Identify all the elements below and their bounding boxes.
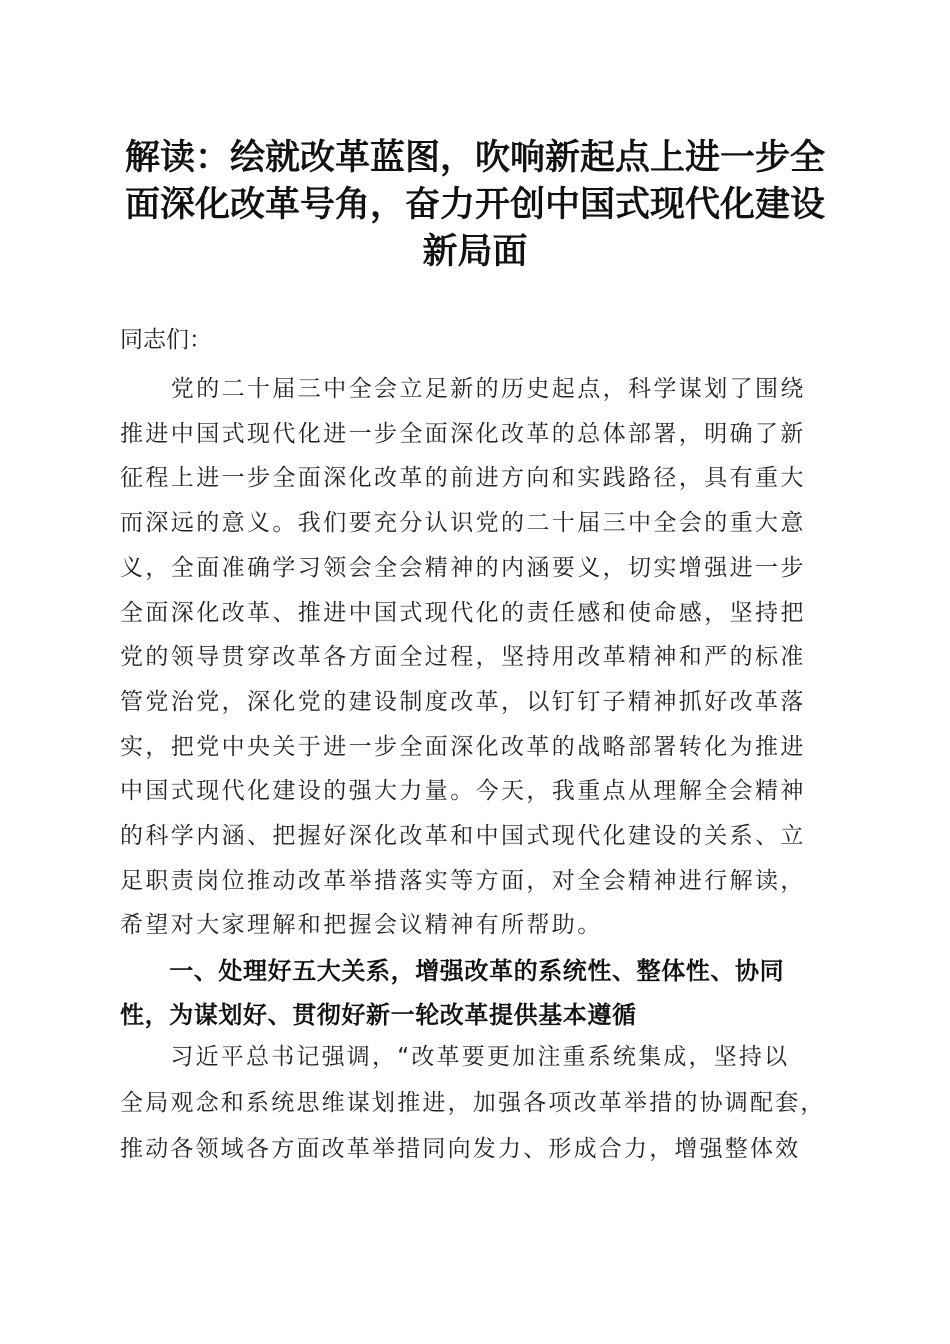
paragraph-line: 党的二十届三中全会立足新的历史起点，科学谋划了围绕: [120, 376, 806, 402]
paragraph-line: 而深远的意义。我们要充分认识党的二十届三中全会的重大意: [120, 510, 806, 537]
heading-line: 性，为谋划好、贯彻好新一轮改革提供基本遵循: [120, 1001, 637, 1029]
paragraph-line: 习近平总书记强调，“改革要更加注重系统集成，坚持以: [120, 1044, 790, 1070]
paragraph-line: 希望对大家理解和把握会议精神有所帮助。: [120, 912, 603, 939]
paragraph-line: 全面深化改革、推进中国式现代化的责任感和使命感，坚持把: [120, 599, 806, 626]
paragraph-line: 足职责岗位推动改革举措落实等方面，对全会精神进行解读，: [120, 867, 806, 894]
section1-paragraph: [120, 1034, 825, 1172]
title-line: 新局面: [422, 231, 528, 272]
paragraph-line: 推动各领域各方面改革举措同向发力、形成合力，增强整体效: [120, 1136, 801, 1162]
document-title: [110, 134, 840, 275]
paragraph-line: 实，把党中央关于进一步全面深化改革的战略部署转化为推进: [120, 733, 806, 760]
salutation: 同志们：: [120, 327, 212, 353]
paragraph-line: 义，全面准确学习领会全会精神的内涵要义，切实增强进一步: [120, 554, 806, 581]
intro-paragraph: [120, 367, 825, 948]
paragraph-line: 全局观念和系统思维谋划推进，加强各项改革举措的协调配套，: [120, 1090, 826, 1116]
paragraph-line: 中国式现代化建设的强大力量。今天，我重点从理解全会精神: [120, 778, 806, 805]
paragraph-line: 党的领导贯穿改革各方面全过程，坚持用改革精神和严的标准: [120, 644, 806, 671]
paragraph-line: 的科学内涵、把握好深化改革和中国式现代化建设的关系、立: [120, 823, 806, 850]
title-line: 解读：绘就改革蓝图，吹响新起点上进一步全: [124, 137, 825, 178]
section-heading-1: [120, 949, 825, 1037]
heading-line: 一、处理好五大关系，增强改革的系统性、整体性、协同: [120, 957, 785, 985]
paragraph-line: 管党治党，深化党的建设制度改革，以钉钉子精神抓好改革落: [120, 688, 806, 715]
title-line: 面深化改革号角，奋力开创中国式现代化建设: [124, 184, 825, 225]
paragraph-line: 征程上进一步全面深化改革的前进方向和实践路径，具有重大: [120, 465, 806, 492]
paragraph-line: 推进中国式现代化进一步全面深化改革的总体部署，明确了新: [120, 420, 806, 447]
